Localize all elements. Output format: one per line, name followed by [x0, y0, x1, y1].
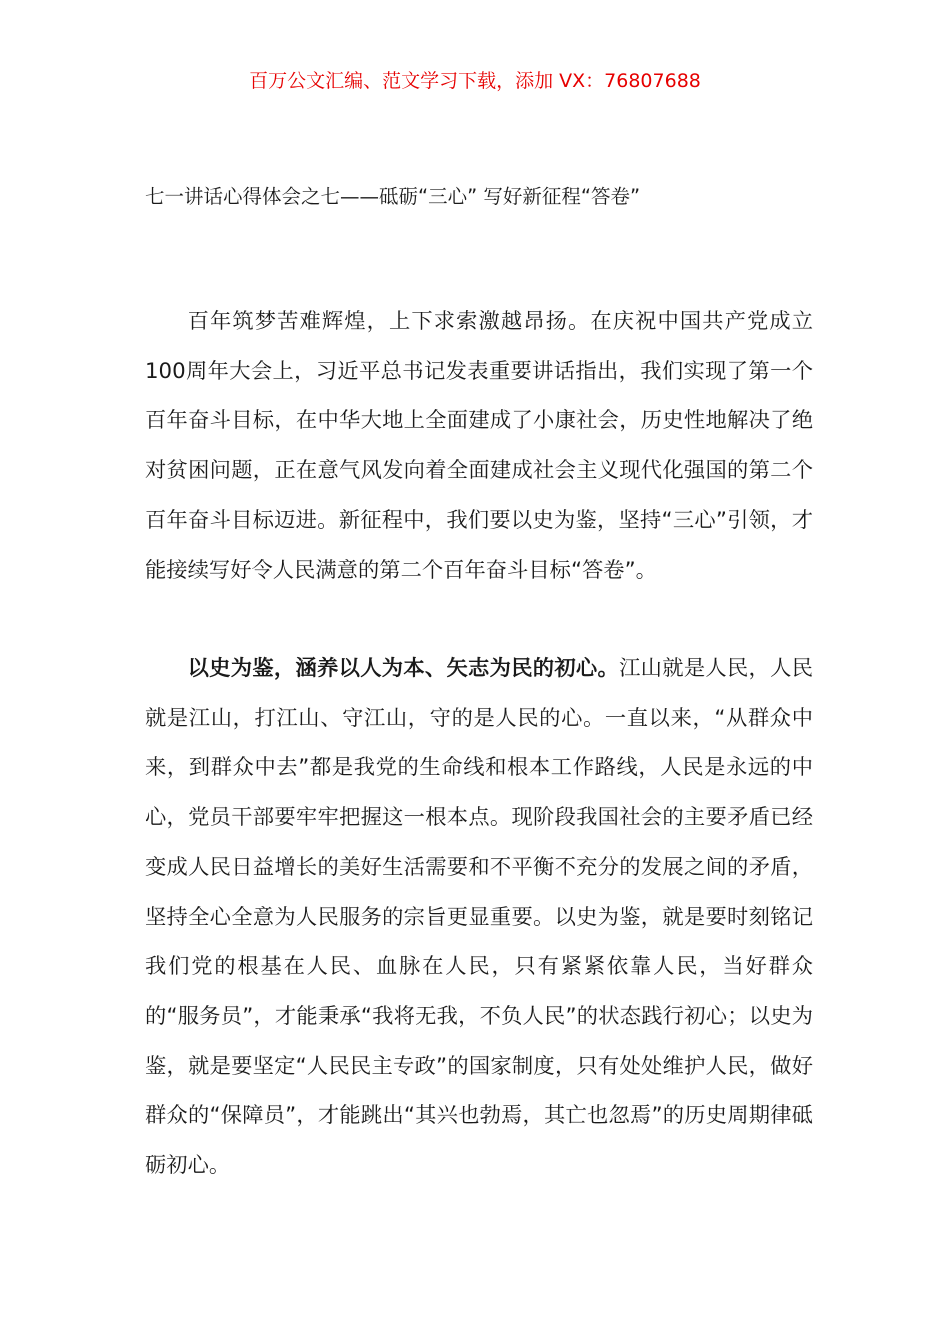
paragraph-text: 百年筑梦苦难辉煌，上下求索激越昂扬。在庆祝中国共产党成立100周年大会上，习近平总书记发表重要讲话指出，我们实现了第一个百年奋斗目标，在中华大地上全面建成了小康社会，历史性地解决了绝对贫困问题，正在意气风发向着全面建成社会主义现代化强国的第二个百年奋斗目标迈进。新征程中，我们要以史为鉴，坚持“三心”引领，才能接续写好令人民满意的第二个百年奋斗目标“答卷”。: [145, 309, 813, 583]
paragraph-lead-heading: 以史为鉴，涵养以人为本、矢志为民的初心。: [187, 656, 620, 681]
header-watermark-note: 百万公文汇编、范文学习下载，添加 VX：76807688: [249, 70, 701, 92]
paragraph-section-one: [145, 644, 813, 1191]
paragraph-text: 江山就是人民，人民就是江山，打江山、守江山，守的是人民的心。一直以来，“从群众中来，到群众中去”都是我党的生命线和根本工作路线，人民是永远的中心，党员干部要牢牢把握这一根本点。现阶段我国社会的主要矛盾已经变成人民日益增长的美好生活需要和不平衡不充分的发展之间的矛盾，坚持全心全意为人民服务的宗旨更显重要。以史为鉴，就是要时刻铭记我们党的根基在人民、血脉在人民，只有紧紧依靠人民，当好群众的“服务员”，才能秉承“我将无我，不负人民”的状态践行初心；以史为鉴，就是要坚定“人民民主专政”的国家制度，只有处处维护人民，做好群众的“保障员”，才能跳出“其兴也勃焉，其亡也忽焉”的历史周期律砥砺初心。: [145, 656, 813, 1179]
document-title: 七一讲话心得体会之七——砥砺“三心” 写好新征程“答卷”: [145, 185, 641, 208]
paragraph-intro: [145, 297, 813, 595]
